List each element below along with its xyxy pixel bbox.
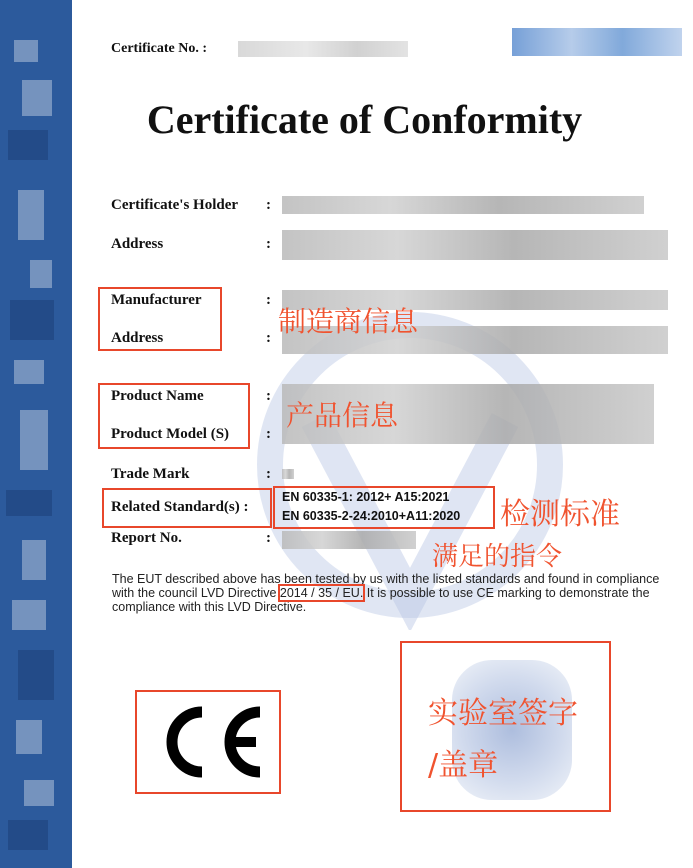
standards-label: Related Standard(s) : [111, 499, 249, 515]
issuer-logo-redacted [512, 28, 682, 56]
holder-address-value-redacted [282, 230, 668, 260]
report-number-colon: : [266, 530, 271, 546]
annotation-test-standard: 检测标准 [500, 497, 620, 532]
trade-mark-value-redacted [282, 469, 294, 479]
trade-mark-colon: : [266, 466, 271, 482]
product-model-colon: : [266, 426, 271, 442]
annotation-lab-sign-line1: 实验室签字 [428, 696, 578, 731]
statement-text-before: The EUT described above has been tested by us with the listed standards and found in compliance with the council LVD Directive [112, 572, 660, 600]
manufacturer-address-colon: : [266, 330, 271, 346]
holder-address-label: Address [111, 236, 164, 252]
standard-line-2: EN 60335-2-24:2010+A11:2020 [282, 509, 461, 523]
statement-text-after: It is possible to use CE marking to demonstrate the compliance with this LVD Directive. [112, 586, 650, 614]
trade-mark-label: Trade Mark [111, 466, 190, 482]
holder-address-colon: : [266, 236, 271, 252]
manufacturer-address-label: Address [111, 330, 164, 346]
annotation-lab-sign-line2: /盖章 [428, 748, 499, 783]
holder-value-redacted [282, 196, 644, 214]
standard-line-1: EN 60335-1: 2012+ A15:2021 [282, 490, 450, 504]
annotation-directive-met: 满足的指令 [432, 542, 563, 572]
product-name-colon: : [266, 388, 271, 404]
manufacturer-colon: : [266, 292, 271, 308]
conformity-statement [112, 572, 677, 614]
report-number-value-redacted [282, 531, 416, 549]
product-model-label: Product Model (S) [111, 426, 230, 442]
ce-mark [148, 700, 268, 784]
manufacturer-label: Manufacturer [111, 292, 202, 308]
product-name-label: Product Name [111, 388, 204, 404]
page-title: Certificate of Conformity [146, 97, 583, 142]
annotation-manufacturer-info: 制造商信息 [278, 305, 419, 338]
certificate-number-label: Certificate No. : [111, 41, 208, 56]
holder-label: Certificate's Holder [111, 197, 239, 213]
certificate-number-value-redacted [238, 41, 408, 57]
directive-reference: 2014 / 35 / EU. [279, 586, 364, 600]
annotation-product-info: 产品信息 [286, 399, 399, 432]
report-number-label: Report No. [111, 530, 182, 546]
holder-colon: : [266, 197, 271, 213]
